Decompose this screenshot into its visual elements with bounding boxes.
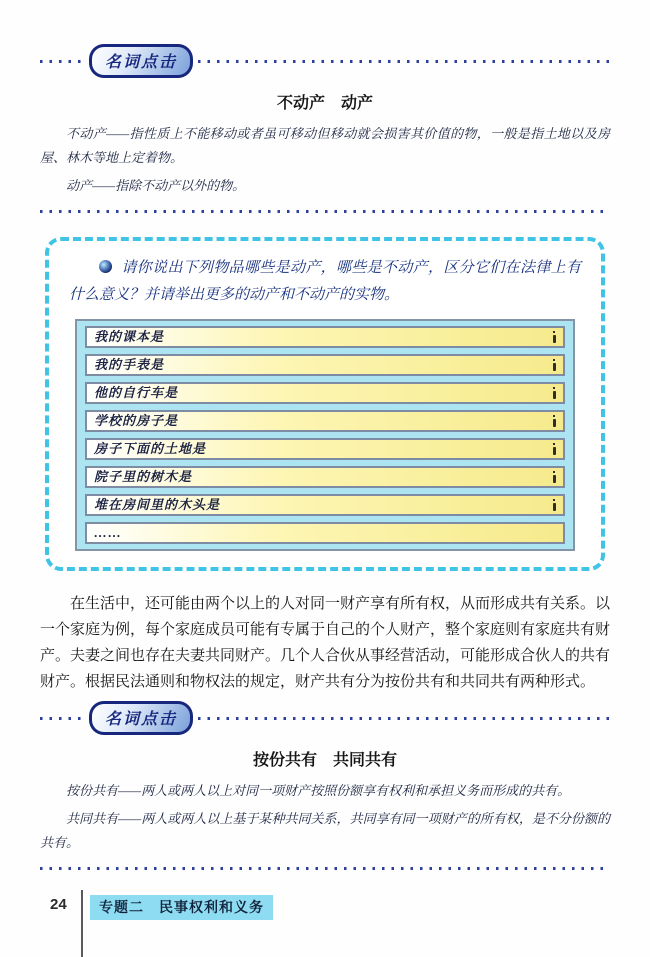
activity-item-label: 我的手表是 xyxy=(94,357,165,372)
dotted-line-right xyxy=(198,717,610,720)
answer-panel xyxy=(75,319,575,551)
activity-item-row xyxy=(85,326,565,348)
term-click-badge-label: 名词点击 xyxy=(92,47,190,75)
page-footer xyxy=(0,890,650,957)
chapter-label: 专题二 民事权利和义务 xyxy=(90,895,273,920)
activity-item-label: …… xyxy=(94,525,122,540)
activity-item-row xyxy=(85,466,565,488)
row-end-mark xyxy=(553,335,556,343)
row-end-mark xyxy=(553,447,556,455)
term-click-header-1 xyxy=(40,46,610,76)
dotted-line-right xyxy=(198,60,610,63)
activity-box xyxy=(45,237,605,571)
definition-shared-by-portion: 按份共有——两人或两人以上对同一项财产按照份额享有权利和承担义务而形成的共有。 xyxy=(66,783,571,798)
footer-vertical-rule xyxy=(81,890,83,957)
activity-item-label: 我的课本是 xyxy=(94,329,165,344)
row-end-mark xyxy=(553,391,556,399)
activity-items xyxy=(85,326,565,544)
term-click-badge-2 xyxy=(89,701,193,735)
dotted-separator-2 xyxy=(40,867,610,870)
definition-movable-property: 动产——指除不动产以外的物。 xyxy=(66,178,246,193)
row-end-mark xyxy=(553,475,556,483)
dotted-separator-1 xyxy=(40,210,610,213)
term-click-badge-label: 名词点击 xyxy=(92,704,190,732)
row-end-mark xyxy=(553,419,556,427)
activity-item-label: 堆在房间里的木头是 xyxy=(94,497,221,512)
activity-question-text: 请你说出下列物品哪些是动产，哪些是不动产，区分它们在法律上有什么意义？并请举出更多的动产和不动产的实物。 xyxy=(69,260,581,303)
activity-item-row xyxy=(85,382,565,404)
activity-item-label: 学校的房子是 xyxy=(94,413,179,428)
row-end-mark xyxy=(553,363,556,371)
sphere-bullet-icon xyxy=(99,260,112,273)
dotted-line-left xyxy=(40,717,84,720)
activity-item-row xyxy=(85,354,565,376)
definition-immovable-property: 不动产——指性质上不能移动或者虽可移动但移动就会损害其价值的物，一般是指土地以及房屋、林木等地上定着物。 xyxy=(40,126,610,165)
section1-title: 不动产 动产 xyxy=(276,95,373,112)
page-number: 24 xyxy=(50,896,67,913)
activity-question xyxy=(69,255,581,309)
activity-item-label: 他的自行车是 xyxy=(94,385,179,400)
section2-title: 按份共有 共同共有 xyxy=(252,752,397,769)
definition-joint-ownership: 共同共有——两人或两人以上基于某种共同关系，共同享有同一项财产的所有权，是不分份额的共有。 xyxy=(40,811,610,850)
row-end-mark xyxy=(553,503,556,511)
activity-item-label: 房子下面的土地是 xyxy=(94,441,207,456)
activity-item-row xyxy=(85,494,565,516)
term-click-header-2 xyxy=(40,703,610,733)
term-click-badge-1 xyxy=(89,44,193,78)
dotted-line-left xyxy=(40,60,84,63)
activity-item-row xyxy=(85,522,565,544)
activity-item-row xyxy=(85,410,565,432)
activity-item-row xyxy=(85,438,565,460)
body-paragraph: 在生活中，还可能由两个以上的人对同一财产享有所有权，从而形成共有关系。以一个家庭为例，每个家庭成员可能有专属于自己的个人财产，整个家庭则有家庭共有财产。夫妻之间也存在夫妻共同财产。几个人合伙从事经营活动，可能形成合伙人的共有财产。根据民法通则和物权法的规定，财产共有分为按份共有和共同共有两种形式。 xyxy=(40,596,611,690)
activity-item-label: 院子里的树木是 xyxy=(94,469,193,484)
